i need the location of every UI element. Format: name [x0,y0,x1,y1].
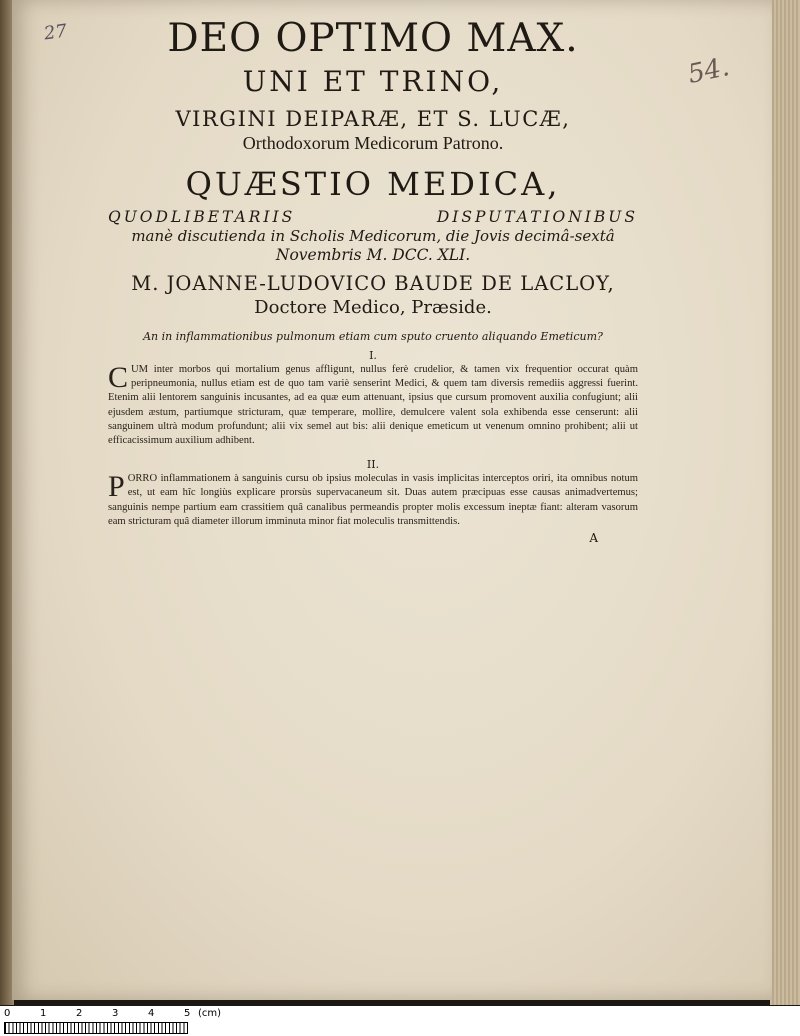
drop-cap: C [108,361,129,394]
scale-ruler [0,1006,800,1036]
page-stack-edge [770,0,800,1005]
disputation-line: QUODLIBETARIIS DISPUTATIONIBUS [108,208,638,226]
presider-title: Doctore Medico, Præside. [254,297,492,318]
handwritten-number-left: 27 [42,20,69,45]
ruler-label: 1 [40,1008,47,1019]
section-text: ORRO inflammationem à sanguinis cursu ob ipsius moleculas in vasis implicitas interceptos oriri, ita omnibus notum est, ut eam hîc longiùs explicare prorsùs supervacaneum sit. Duas autem præcipuas esse causas animadvertemus; sanguinis nempe partium eam crassitiem quâ canalibus permeandis propter molis excessum ineptæ fiant: alteram vasorum eam stricturam quâ diameter illorum imminuta minor fiat moleculis transmittendis. [108,473,638,527]
ruler-label: 5 [184,1008,191,1019]
ruler-label: 3 [112,1008,119,1019]
venue-date-line: manè discutienda in Scholis Medicorum, die Jovis decimâ-sextâ [131,227,615,245]
dedication-line-virgin: VIRGINI DEIPARÆ, ET S. LUCÆ, [175,107,571,131]
ruler-label: 4 [148,1008,155,1019]
ruler-label: 2 [76,1008,83,1019]
dedication-title: DEO OPTIMO MAX. [167,16,579,61]
section-numeral: II. [366,458,380,472]
section-paragraph [108,363,638,448]
dedication-line-patron: Orthodoxorum Medicorum Patrono. [242,133,504,153]
catchword: A [589,531,598,546]
thesis-question: An in inflammationibus pulmonum etiam cum sputo cruento aliquando Emeticum? [143,330,603,343]
page-content [108,14,638,545]
document-page [12,0,772,1000]
drop-cap: P [108,470,125,504]
section-text: UM inter morbos qui mortalium genus affligunt, nullus ferè crudelior, & tamen vix frequentior occurat quàm peripneumonia, nullus etiam est de quo tam variè senserint Medici, & quem tam diversis remediis aggressi fuerint. Etenim alii lentorem sanguinis incusantes, ad ea quæ eum attenuant, ipsius que cursum promovent auxilia confugiunt; alii ejusdem æstum, partiumque stricturam, quæ temperare, mollire, demulcere valent sola exhibenda esse censerunt: alii sanguinem ultrà modum profundunt; alii vix semel aut bis: alii denique emeticum ut venenum omnino prohibent; alii ut efficacissimum auxilium adhibent. [108,364,638,447]
handwritten-number-right: 54. [685,52,733,90]
date-year-line: Novembris M. DCC. XLI. [275,246,471,264]
section-paragraph [108,472,638,529]
ruler-label: 0 [4,1008,11,1019]
section-numeral: I. [369,349,377,362]
thesis-heading: QUÆSTIO MEDICA, [185,165,561,203]
presider-name: M. JOANNE-LUDOVICO BAUDE DE LACLOY, [131,272,615,295]
ruler-bar [4,1022,188,1034]
ruler-labels [4,1008,224,1022]
ruler-unit: (cm) [198,1008,222,1019]
dedication-subtitle: UNI ET TRINO, [242,65,504,98]
